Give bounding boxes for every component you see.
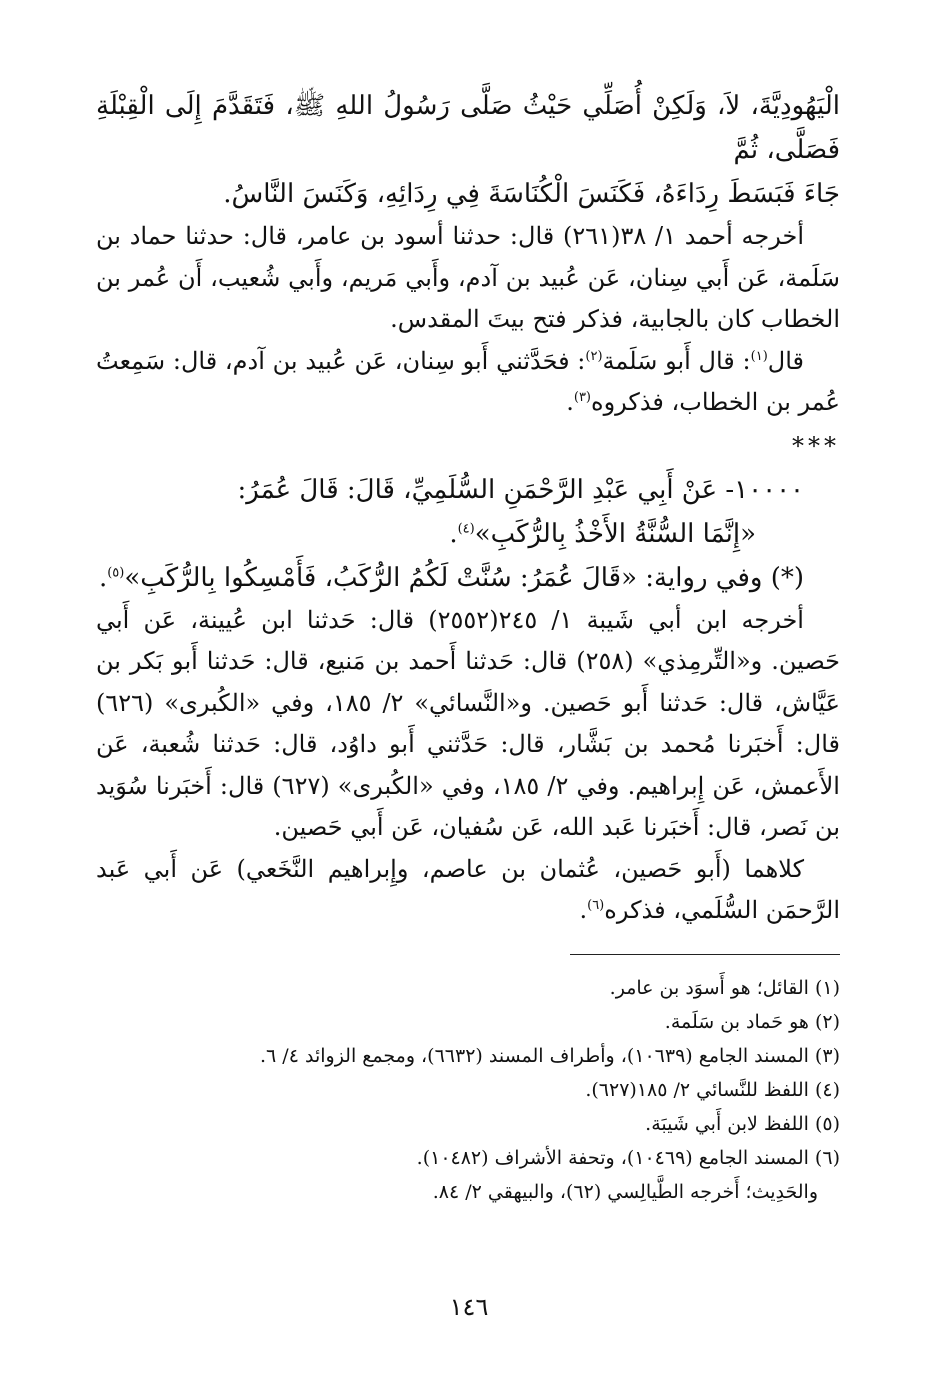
footnote-ref[interactable]: (٤) (457, 520, 475, 536)
footnote-divider (570, 954, 840, 955)
text-run: . (98, 562, 108, 593)
text-line: سَلَمة، عَن أَبي سِنان، عَن عُبيد بن آدم، وأَبي مَريم، وأَبي شُعيب، أَن عُمر بن الخطاب (96, 263, 840, 333)
text-run: (*) وفي رواية: «قَالَ عُمَرُ: سُنَّتْ لَكُمُ الرُّكَبُ، فَأَمْسِكُوا بِالرُّكَبِ» (124, 562, 804, 593)
text-run: السُّلَمي، فذكره (604, 896, 759, 924)
text-run: . (579, 896, 588, 924)
hadith-heading: ١٠٠٠٠- عَنْ أَبِي عَبْدِ الرَّحْمَنِ السُّلَمِيِّ، قَالَ: قَالَ عُمَرُ: (237, 474, 804, 505)
text-run: «إِنَّمَا السُّنَّةُ الأَخْذُ بِالرُّكَبِ» (474, 518, 756, 549)
footnote-3: (٣) المسند الجامع (١٠٦٣٩)، وأطراف المسند (٦٦٣٢)، ومجمع الزوائد ٤/ ٦. (260, 1044, 840, 1067)
hadith-block (96, 468, 840, 600)
footnote-ref[interactable]: (٦) (587, 898, 605, 913)
text-line: أخرجه أحمد ١/ ٣٨(٢٦١) قال: حدثنا أسود بن عامر، قال: حدثنا حماد بن (96, 222, 805, 250)
text-run: قال (767, 346, 804, 375)
footnote-ref[interactable]: (٣) (573, 390, 591, 405)
text-line: بَشَّار، قال: حَدَّثني أَبو داوُد، قال: حَدثنا شُعبة، عَن الأَعمش، عَن إِبراهيم. وفي (96, 730, 840, 800)
footnotes (96, 971, 840, 1209)
text-line: و«التِّرمِذي» (٢٥٨) قال: حَدثنا أَحمد بن مَنيع، قال: حَدثنا أَبو بَكر بن عَيَّاش، قال: (96, 647, 840, 717)
quote-line: جَاءَ فَبَسَطَ رِدَاءَهُ، فَكَنَسَ الْكُنَاسَةَ فِي رِدَائِهِ، وَكَنَسَ النَّاسُ. (223, 179, 840, 209)
text-run: : فحَدَّثني أَبو سِنان، عَن عُبيد بن آدم، قال: سَمِعتُ (96, 346, 586, 375)
hadith-text (96, 512, 840, 556)
text-line: سُفيان، عَن أَبي حَصين. (273, 813, 504, 841)
text-run: . (566, 388, 574, 416)
footnote-1: (١) القائل؛ هو أَسوَد بن عامر. (609, 976, 840, 999)
footnote-ref[interactable]: (٥) (107, 564, 125, 580)
narration-paragraph (96, 341, 840, 424)
text-line: ٢/ ١٨٥، وفي «الكُبرى» (٦٢٧) قال: أَخبَرنا سُوَيد بن نَصر، قال: أَخبَرنا عَبد الله، عَن (96, 771, 840, 841)
footnote-6-continuation: والحَدِيث؛ أَخرجه الطَّيالِسي (٦٢)، والبيهقي ٢/ ٨٤. (432, 1180, 818, 1203)
text-line: كلاهما (أَبو حَصين، عُثمان بن عاصم، وإِبراهيم النَّخَعي) عَن أَبي عَبد الرَّحمَن (96, 854, 840, 924)
footnote-2: (٢) هو حَماد بن سَلَمة. (664, 1010, 840, 1033)
page-number: ١٤٦ (449, 1293, 489, 1321)
footnote-6: (٦) المسند الجامع (١٠٤٦٩)، وتحفة الأشراف (١٠٤٨٢). (416, 1146, 840, 1169)
text-line: حَدثنا أَبو حَصين. و«النَّسائي» ٢/ ١٨٥، وفي «الكُبرى» (٦٢٦) قال: أَخبَرنا مُحمد بن (96, 688, 840, 758)
opening-quote (96, 84, 840, 216)
text-run: عُمر بن الخطاب، فذكروه (591, 388, 840, 416)
summary-paragraph (96, 849, 840, 932)
text-line: أخرجه ابن أبي شَيبة ١/ ٢٤٥(٢٥٥٢) قال: حَدثنا ابن عُيينة، عَن أَبي حَصين. (96, 605, 840, 675)
hadith-variant (96, 556, 840, 600)
text-run: : قال أَبو سَلَمة (602, 346, 751, 375)
section-separator: *** (792, 431, 840, 460)
takhrij-paragraph (96, 216, 840, 341)
footnote-4: (٤) اللفظ للنَّسائي ٢/ ١٨٥(٦٢٧). (585, 1078, 840, 1101)
text-run: . (449, 518, 458, 549)
footnote-ref[interactable]: (٢) (585, 348, 603, 364)
main-text (96, 84, 840, 932)
quote-line: الْيَهُودِيَّةَ، لاَ، وَلَكِنْ أُصَلِّي حَيْثُ صَلَّى رَسُولُ اللهِ ﷺ، فَتَقَدَّمَ إِلَى الْقِبْلَةِ فَصَلَّى، ثُمَّ (96, 91, 840, 165)
takhrij-paragraph (96, 600, 840, 849)
footnote-5: (٥) اللفظ لابن أَبي شَيبَة. (645, 1112, 840, 1135)
footnote-ref[interactable]: (١) (750, 348, 768, 364)
text-line: كان بالجابية، فذكر فتح بيتَ المقدس. (390, 305, 754, 333)
